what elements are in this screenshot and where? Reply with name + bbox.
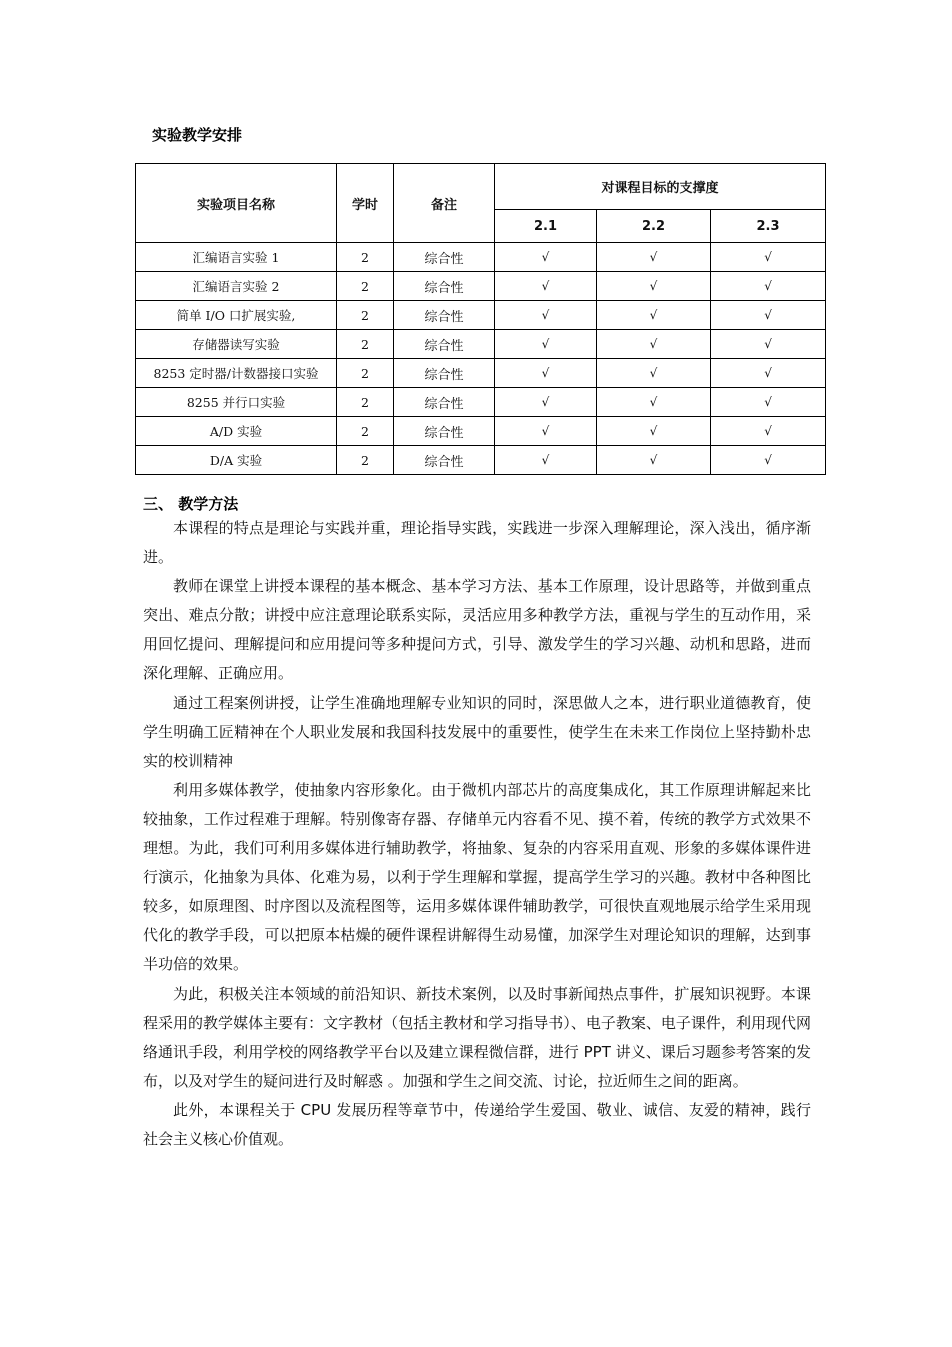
cell-note: 综合性 bbox=[394, 359, 495, 388]
header-goal-2-2: 2.2 bbox=[597, 210, 711, 243]
header-hours: 学时 bbox=[337, 164, 394, 243]
cell-hours: 2 bbox=[337, 446, 394, 475]
paragraph: 本课程的特点是理论与实践并重，理论指导实践，实践进一步深入理解理论，深入浅出，循序渐进。 bbox=[143, 519, 811, 567]
check-goal-2-2: √ bbox=[597, 243, 711, 272]
check-goal-2-3: √ bbox=[711, 330, 826, 359]
paragraph: 利用多媒体教学，使抽象内容形象化。由于微机内部芯片的高度集成化，其工作原理讲解起来比较抽象，工作过程难于理解。特别像寄存器、存储单元内容看不见、摸不着，传统的教学方式效果不理想。为此，我们可利用多媒体进行辅助教学，将抽象、复杂的内容采用直观、形象的多媒体课件进行演示，化抽象为具体、化难为易，以利于学生理解和掌握，提高学生学习的兴趣。教材中各种图比较多，如原理图、时序图以及流程图等，运用多媒体课件辅助教学，可很快直观地展示给学生采用现代化的教学手段，可以把原本枯燥的硬件课程讲解得生动易懂，加深学生对理论知识的理解，达到事半功倍的效果。 bbox=[143, 780, 811, 974]
cell-name: 汇编语言实验 2 bbox=[136, 272, 337, 301]
check-goal-2-1: √ bbox=[495, 388, 597, 417]
cell-hours: 2 bbox=[337, 272, 394, 301]
check-goal-2-1: √ bbox=[495, 359, 597, 388]
check-goal-2-3: √ bbox=[711, 301, 826, 330]
check-goal-2-3: √ bbox=[711, 243, 826, 272]
table-row bbox=[136, 243, 826, 272]
paragraph: 教师在课堂上讲授本课程的基本概念、基本学习方法、基本工作原理，设计思路等，并做到重点突出、难点分散；讲授中应注意理论联系实际，灵活应用多种教学方法，重视与学生的互动作用，采用回忆提问、理解提问和应用提问等多种提问方式，引导、激发学生的学习兴趣、动机和思路，进而深化理解、正确应用。 bbox=[143, 577, 811, 683]
check-goal-2-3: √ bbox=[711, 272, 826, 301]
table-row bbox=[136, 272, 826, 301]
check-goal-2-3: √ bbox=[711, 446, 826, 475]
check-goal-2-1: √ bbox=[495, 272, 597, 301]
header-goal-2-3: 2.3 bbox=[711, 210, 826, 243]
check-goal-2-1: √ bbox=[495, 446, 597, 475]
cell-name: D/A 实验 bbox=[136, 446, 337, 475]
check-goal-2-1: √ bbox=[495, 330, 597, 359]
cell-note: 综合性 bbox=[394, 388, 495, 417]
cell-hours: 2 bbox=[337, 301, 394, 330]
check-goal-2-3: √ bbox=[711, 417, 826, 446]
check-goal-2-2: √ bbox=[597, 272, 711, 301]
check-goal-2-2: √ bbox=[597, 388, 711, 417]
cell-hours: 2 bbox=[337, 417, 394, 446]
check-goal-2-2: √ bbox=[597, 330, 711, 359]
check-goal-2-1: √ bbox=[495, 417, 597, 446]
section-title: 实验教学安排 bbox=[152, 126, 243, 144]
cell-note: 综合性 bbox=[394, 301, 495, 330]
cell-name: 存储器读写实验 bbox=[136, 330, 337, 359]
header-note: 备注 bbox=[394, 164, 495, 243]
check-goal-2-3: √ bbox=[711, 388, 826, 417]
cell-name: 汇编语言实验 1 bbox=[136, 243, 337, 272]
header-support: 对课程目标的支撑度 bbox=[495, 164, 826, 210]
check-goal-2-2: √ bbox=[597, 301, 711, 330]
cell-note: 综合性 bbox=[394, 417, 495, 446]
cell-hours: 2 bbox=[337, 330, 394, 359]
table-row bbox=[136, 388, 826, 417]
table-row bbox=[136, 359, 826, 388]
header-name: 实验项目名称 bbox=[136, 164, 337, 243]
paragraph: 此外，本课程关于 CPU 发展历程等章节中，传递给学生爱国、敬业、诚信、友爱的精神，践行社会主义核心价值观。 bbox=[143, 1100, 811, 1148]
experiment-table bbox=[135, 163, 826, 475]
body-text bbox=[143, 514, 811, 1154]
table-row bbox=[136, 446, 826, 475]
table-row bbox=[136, 330, 826, 359]
check-goal-2-1: √ bbox=[495, 243, 597, 272]
cell-hours: 2 bbox=[337, 388, 394, 417]
cell-hours: 2 bbox=[337, 243, 394, 272]
cell-name: 8255 并行口实验 bbox=[136, 388, 337, 417]
section-heading-teaching-methods: 三、 教学方法 bbox=[143, 495, 239, 513]
cell-name: 8253 定时器/计数器接口实验 bbox=[136, 359, 337, 388]
cell-hours: 2 bbox=[337, 359, 394, 388]
cell-name: A/D 实验 bbox=[136, 417, 337, 446]
check-goal-2-1: √ bbox=[495, 301, 597, 330]
check-goal-2-2: √ bbox=[597, 359, 711, 388]
cell-note: 综合性 bbox=[394, 446, 495, 475]
paragraph: 为此，积极关注本领域的前沿知识、新技术案例，以及时事新闻热点事件，扩展知识视野。本课程采用的教学媒体主要有：文字教材（包括主教材和学习指导书）、电子教案、电子课件，利用现代网络通讯手段，利用学校的网络教学平台以及建立课程微信群，进行 PPT 讲义、课后习题参考答案的发布，以及对学生的疑问进行及时解惑 。加强和学生之间交流、讨论，拉近师生之间的距离。 bbox=[143, 984, 811, 1090]
header-goal-2-1: 2.1 bbox=[495, 210, 597, 243]
cell-name: 简单 I/O 口扩展实验, bbox=[136, 301, 337, 330]
check-goal-2-2: √ bbox=[597, 446, 711, 475]
cell-note: 综合性 bbox=[394, 272, 495, 301]
cell-note: 综合性 bbox=[394, 243, 495, 272]
table-row bbox=[136, 301, 826, 330]
check-goal-2-3: √ bbox=[711, 359, 826, 388]
paragraph: 通过工程案例讲授，让学生准确地理解专业知识的同时，深思做人之本，进行职业道德教育，使学生明确工匠精神在个人职业发展和我国科技发展中的重要性，使学生在未来工作岗位上坚持勤朴忠实的校训精神 bbox=[143, 693, 811, 770]
cell-note: 综合性 bbox=[394, 330, 495, 359]
table-row bbox=[136, 417, 826, 446]
check-goal-2-2: √ bbox=[597, 417, 711, 446]
